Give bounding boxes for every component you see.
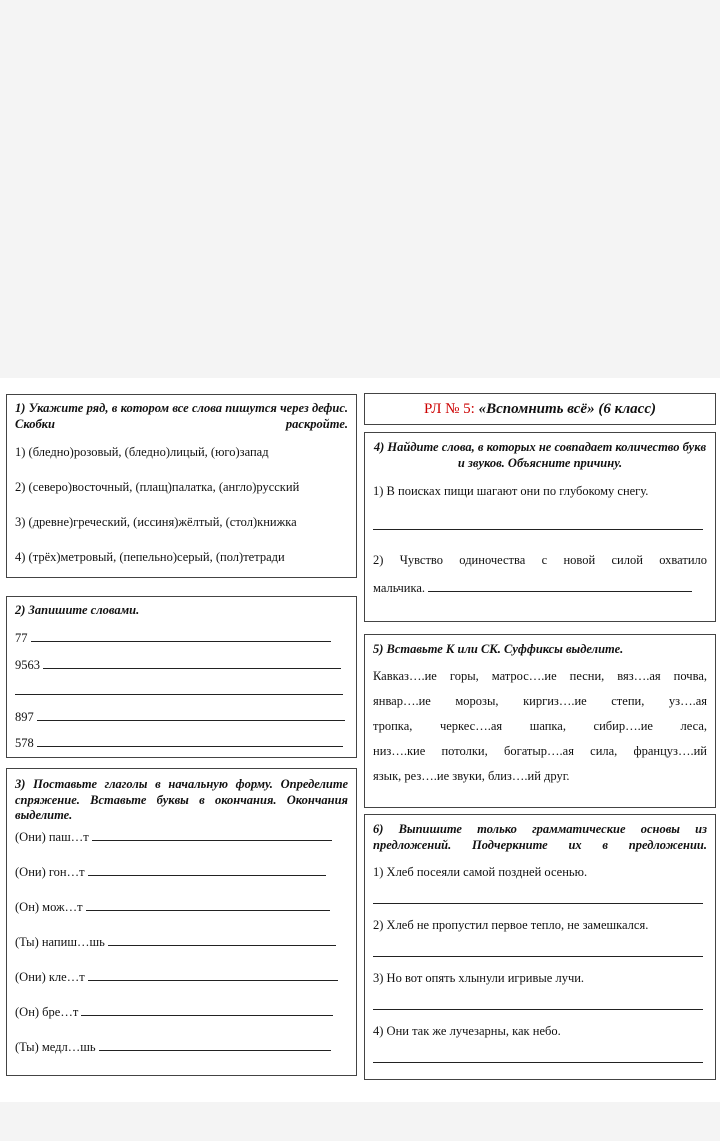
verb-label: (Они) паш…т [15,830,89,844]
task-6-sentence-4: 4) Они так же лучезарны, как небо. [373,1024,561,1038]
task-3-row-3 [15,899,348,916]
task-3-box [6,768,357,1076]
worksheet-code: РЛ № 5: [423,401,475,417]
task-2-row-1 [15,630,348,647]
answer-line[interactable] [81,1004,333,1016]
answer-line[interactable] [92,829,332,841]
worksheet-page [0,378,720,1102]
number-label: 897 [15,710,34,724]
task-5-title: 5) Вставьте К или СК. Суффиксы выделите. [373,642,624,656]
verb-label: (Ты) напиш…шь [15,935,105,949]
task-3-row-1 [15,829,348,846]
verb-label: (Он) бре…т [15,1005,79,1019]
worksheet-title: «Вспомнить всё» (6 класс) [478,401,656,417]
task-1-option-2: 2) (северо)восточный, (плащ)палатка, (англо)русский [15,480,300,494]
task-3-row-4 [15,934,348,951]
task-3-row-7 [15,1039,348,1056]
answer-line[interactable] [43,657,341,669]
task-4-sentence-1: 1) В поисках пищи шагают они по глубокому снегу. [373,484,649,498]
sentence-tail: мальчика. [373,581,426,595]
answer-line[interactable] [37,735,343,747]
task-6-sentence-1: 1) Хлеб посеяли самой поздней осенью. [373,865,588,879]
verb-label: (Ты) медл…шь [15,1040,96,1054]
task-1-option-3: 3) (древне)греческий, (иссиня)жёлтый, (стол)книжка [15,515,297,529]
task-2-title: 2) Запишите словами. [15,603,140,617]
task-5-line-5: язык, рез….ие звуки, близ….ий друг. [373,769,570,783]
worksheet-header [364,393,716,425]
verb-label: (Они) гон…т [15,865,85,879]
answer-line[interactable] [373,518,703,530]
task-6-answer-4 [373,1051,707,1068]
answer-line[interactable] [373,945,703,957]
task-6-answer-3 [373,998,707,1015]
task-2-row-2 [15,657,348,674]
task-1-option-1: 1) (бледно)розовый, (бледно)лицый, (юго)запад [15,445,269,459]
answer-line[interactable] [108,934,336,946]
task-2-row-5 [15,735,348,752]
answer-line[interactable] [428,580,692,592]
task-6-sentence-2: 2) Хлеб не пропустил первое тепло, не замешкался. [373,918,649,932]
task-4-answer-1 [373,518,707,535]
verb-label: (Они) кле…т [15,970,85,984]
task-4-answer-2 [373,580,707,597]
answer-line[interactable] [15,683,343,695]
task-1-box [6,394,357,578]
task-6-box [364,814,716,1080]
task-6-sentence-3: 3) Но вот опять хлынули игривые лучи. [373,971,585,985]
task-1-option-4: 4) (трёх)метровый, (пепельно)серый, (пол)тетради [15,550,285,564]
task-2-box [6,596,357,758]
answer-line[interactable] [373,998,703,1010]
task-2-row-3 [15,683,348,700]
task-6-answer-1 [373,892,707,909]
answer-line[interactable] [86,899,330,911]
answer-line[interactable] [88,969,338,981]
number-label: 9563 [15,658,40,672]
task-5-line-3: тропка, черкес….ая шапка, сибир….ие леса, [373,719,707,733]
number-label: 578 [15,736,34,750]
task-1-title: 1) Укажите ряд, в котором все слова пишутся через дефис. Скобки раскройте. [15,401,348,431]
task-2-row-4 [15,709,348,726]
task-5-line-2: январ….ие морозы, киргиз….ие степи, уз….ая [373,694,707,708]
task-3-title: 3) Поставьте глаголы в начальную форму. Определите спряжение. Вставьте буквы в окончания. Окончания выделите. [15,777,348,823]
task-6-answer-2 [373,945,707,962]
answer-line[interactable] [37,709,345,721]
task-3-row-5 [15,969,348,986]
task-4-box [364,432,716,622]
answer-line[interactable] [99,1039,331,1051]
task-5-line-1: Кавказ….ие горы, матрос….ие песни, вяз….ая почва, [373,669,707,683]
task-6-title: 6) Выпишите только грамматические основы из предложений. Подчеркните их в предложении. [373,822,707,852]
number-label: 77 [15,631,28,645]
answer-line[interactable] [31,630,331,642]
task-3-row-2 [15,864,348,881]
answer-line[interactable] [373,1051,703,1063]
task-4-sentence-2: 2) Чувство одиночества с новой силой охватило [373,553,707,567]
task-5-box [364,634,716,808]
answer-line[interactable] [88,864,326,876]
verb-label: (Он) мож…т [15,900,83,914]
task-5-line-4: низ….кие потолки, богатыр….ая сила, француз….ий [373,744,707,758]
answer-line[interactable] [373,892,703,904]
task-4-title: 4) Найдите слова, в которых не совпадает количество букв и звуков. Объясните причину. [373,440,707,470]
task-3-row-6 [15,1004,348,1021]
